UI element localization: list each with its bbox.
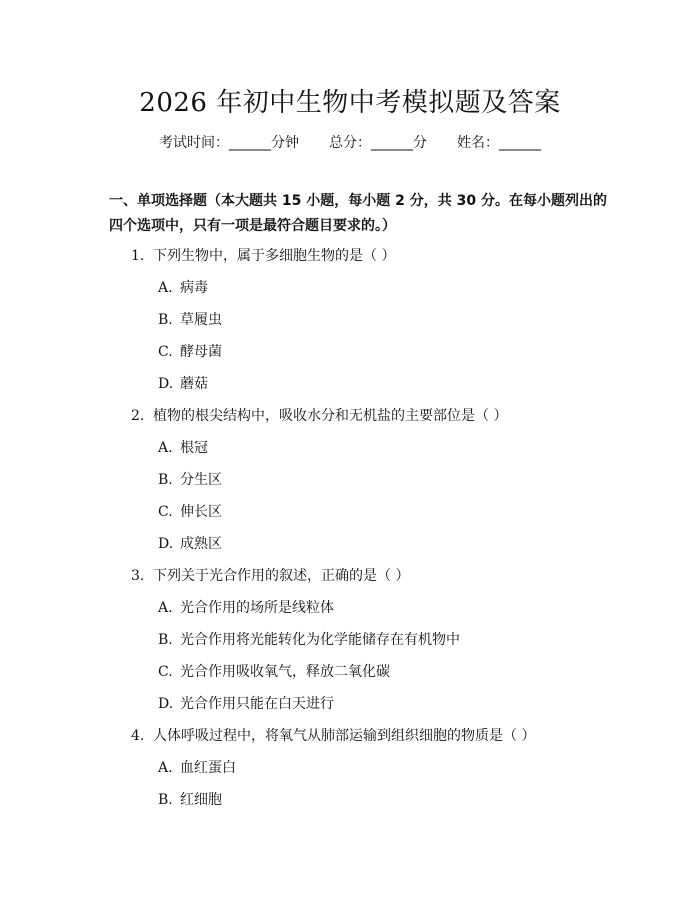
option-a [0,592,700,624]
question-number: 4. [131,728,145,744]
question-4 [0,720,700,816]
question-number: 3. [131,568,145,584]
option-letter: B. [158,792,173,808]
option-text: 光合作用吸收氧气，释放二氧化碳 [180,664,390,680]
option-a [0,272,700,304]
option-letter: A. [158,280,173,296]
option-c [0,656,700,688]
option-text: 红细胞 [180,792,222,808]
exam-meta-row [0,132,700,152]
question-text: 下列生物中，属于多细胞生物的是（ ） [153,248,396,264]
question-stem [0,240,700,272]
exam-time-field [159,132,299,152]
question-1 [0,240,700,400]
question-number: 1. [131,248,145,264]
question-text: 植物的根尖结构中，吸收水分和无机盐的主要部位是（ ） [153,408,508,424]
option-b [0,624,700,656]
option-letter: C. [158,344,173,360]
option-text: 血红蛋白 [180,760,236,776]
option-letter: D. [158,536,174,552]
option-text: 病毒 [180,280,208,296]
section-heading: 一、单项选择题（本大题共 15 小题，每小题 2 分，共 30 分。在每小题列出的四个选项中，只有一项是最符合题目要求的。） [109,193,607,234]
question-number: 2. [131,408,145,424]
option-text: 分生区 [180,472,222,488]
option-c [0,496,700,528]
option-b [0,784,700,816]
page-title: 2026 年初中生物中考模拟题及答案 [139,88,561,118]
option-letter: C. [158,664,173,680]
option-letter: D. [158,376,174,392]
option-letter: C. [158,504,173,520]
name-label: 姓名： [457,135,499,151]
option-letter: B. [158,632,173,648]
option-text: 酵母菌 [180,344,222,360]
option-text: 光合作用将光能转化为化学能储存在有机物中 [180,632,460,648]
option-b [0,464,700,496]
option-b [0,304,700,336]
question-stem [0,720,700,752]
option-letter: B. [158,472,173,488]
option-text: 光合作用的场所是线粒体 [180,600,334,616]
exam-time-value: ______分钟 [229,135,299,151]
question-2 [0,400,700,560]
name-value: ______ [499,135,541,151]
option-text: 草履虫 [180,312,222,328]
name-field [457,132,541,152]
exam-time-label: 考试时间： [159,135,229,151]
option-letter: A. [158,440,173,456]
option-text: 蘑菇 [180,376,208,392]
option-text: 伸长区 [180,504,222,520]
option-a [0,432,700,464]
question-stem [0,560,700,592]
option-letter: B. [158,312,173,328]
option-a [0,752,700,784]
question-list [0,240,700,816]
question-stem [0,400,700,432]
option-letter: A. [158,760,173,776]
option-letter: D. [158,696,174,712]
option-text: 成熟区 [180,536,222,552]
option-d [0,688,700,720]
option-text: 光合作用只能在白天进行 [180,696,334,712]
option-text: 根冠 [180,440,208,456]
option-letter: A. [158,600,173,616]
option-d [0,528,700,560]
total-score-value: ______分 [371,135,427,151]
total-score-label: 总分： [329,135,371,151]
question-text: 人体呼吸过程中，将氧气从肺部运输到组织细胞的物质是（ ） [153,728,536,744]
question-text: 下列关于光合作用的叙述，正确的是（ ） [153,568,410,584]
total-score-field [329,132,427,152]
question-3 [0,560,700,720]
option-c [0,336,700,368]
option-d [0,368,700,400]
